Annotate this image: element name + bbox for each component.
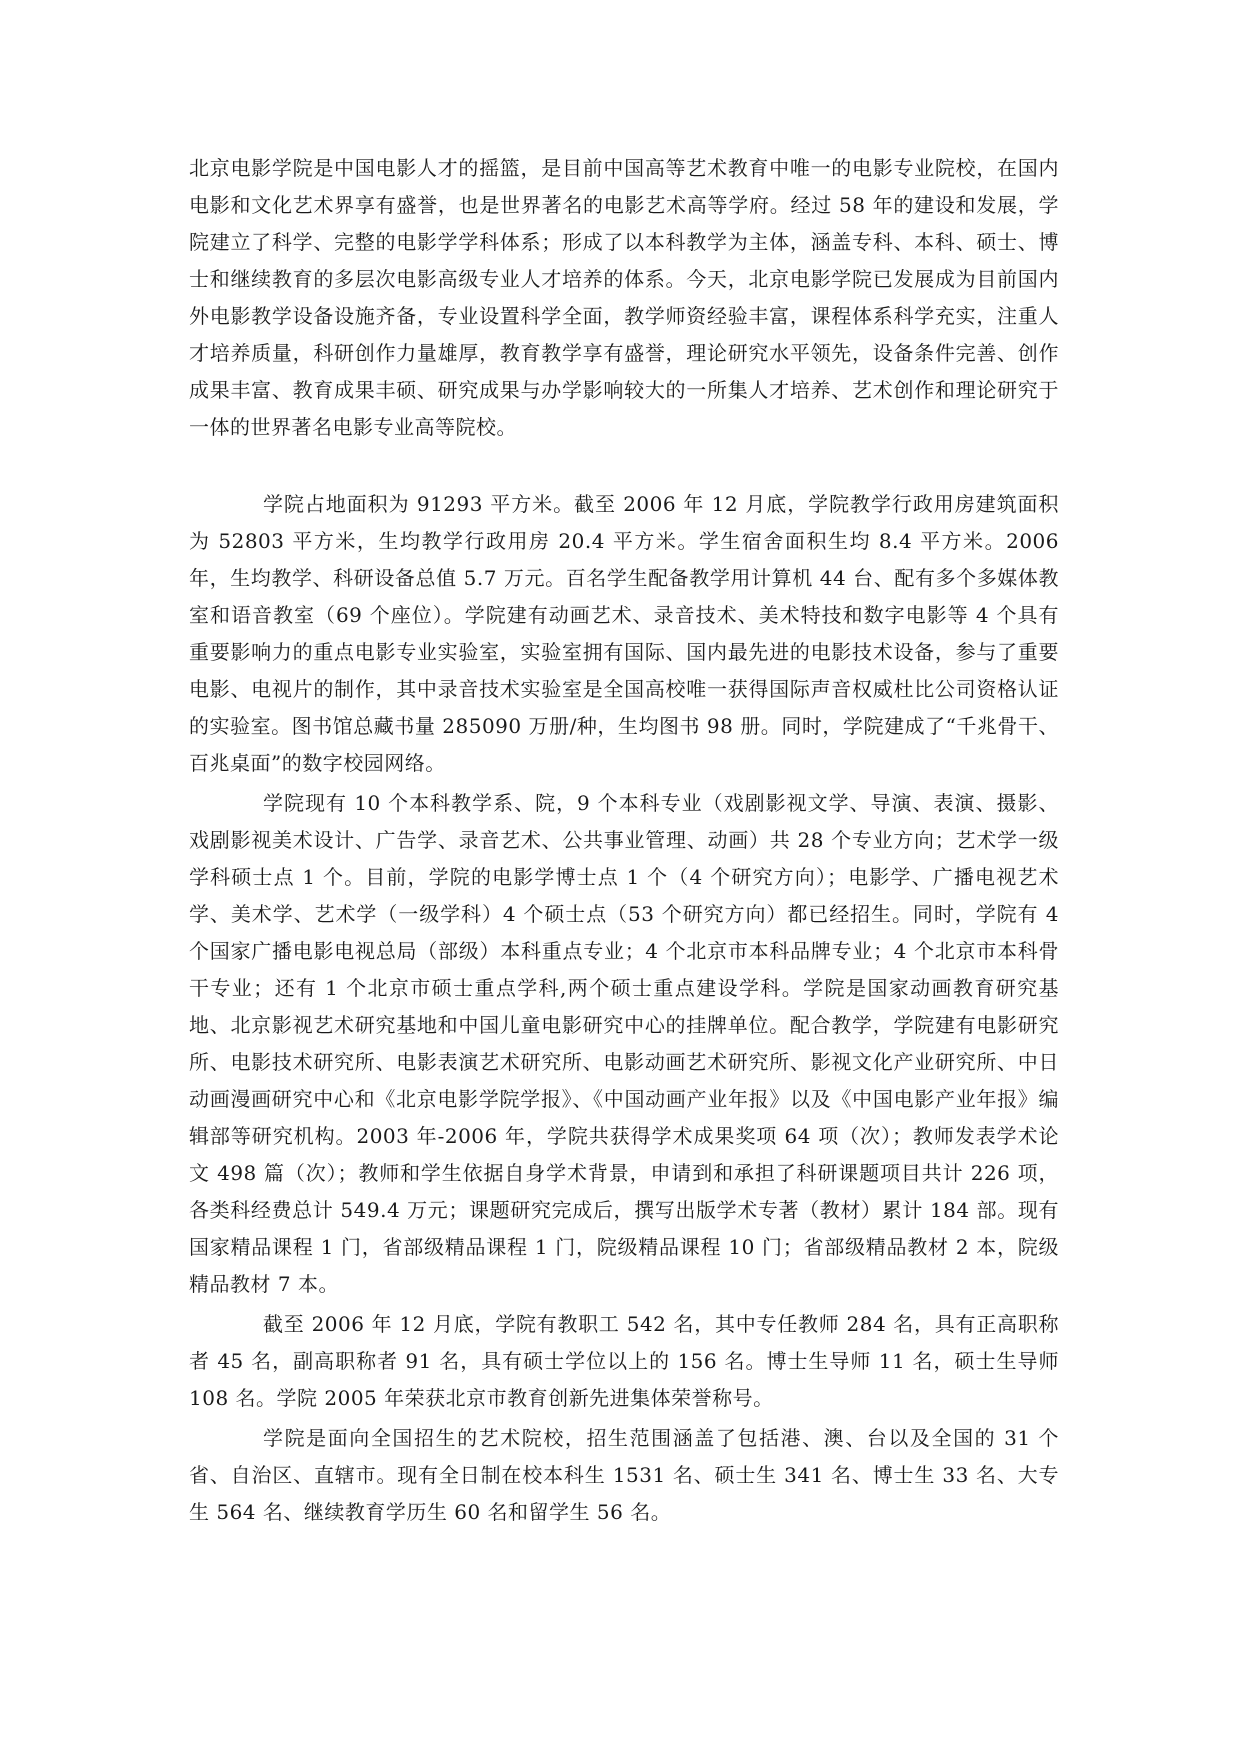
paragraph-enrollment: 学院是面向全国招生的艺术院校，招生范围涵盖了包括港、澳、台以及全国的 31 个省、自治区、直辖市。现有全日制在校本科生 1531 名、硕士生 341 名、博士生 33 名、大专生 564 名、继续教育学历生 60 名和留学生 56 名。 [189, 1426, 1059, 1524]
paragraph-gap [189, 446, 1059, 486]
paragraph-intro: 北京电影学院是中国电影人才的摇篮，是目前中国高等艺术教育中唯一的电影专业院校，在国内电影和文化艺术界享有盛誉，也是世界著名的电影艺术高等学府。经过 58 年的建设和发展，学院建立了科学、完整的电影学学科体系；形成了以本科教学为主体，涵盖专科、本科、硕士、博士和继续教育的多层次电影高级专业人才培养的体系。今天，北京电影学院已发展成为目前国内外电影教学设备设施齐备，专业设置科学全面，教学师资经验丰富，课程体系科学充实，注重人才培养质量，科研创作力量雄厚，教育教学享有盛誉，理论研究水平领先，设备条件完善、创作成果丰富、教育成果丰硕、研究成果与办学影响较大的一所集人才培养、艺术创作和理论研究于一体的世界著名电影专业高等院校。 [189, 156, 1059, 439]
paragraph-facilities: 学院占地面积为 91293 平方米。截至 2006 年 12 月底，学院教学行政用房建筑面积为 52803 平方米，生均教学行政用房 20.4 平方米。学生宿舍面积生均 8.4 平方米。2006 年，生均教学、科研设备总值 5.7 万元。百名学生配备教学用计算机 44 台、配有多个多媒体教室和语音教室（69 个座位）。学院建有动画艺术、录音技术、美术特技和数字电影等 4 个具有重要影响力的重点电影专业实验室，实验室拥有国际、国内最先进的电影技术设备，参与了重要电影、电视片的制作，其中录音技术实验室是全国高校唯一获得国际声音权威杜比公司资格认证的实验室。图书馆总藏书量 285090 万册/种，生均图书 98 册。同时，学院建成了“千兆骨干、百兆桌面”的数字校园网络。 [189, 492, 1059, 775]
paragraph-academics: 学院现有 10 个本科教学系、院，9 个本科专业（戏剧影视文学、导演、表演、摄影、戏剧影视美术设计、广告学、录音艺术、公共事业管理、动画）共 28 个专业方向；艺术学一级学科硕士点 1 个。目前，学院的电影学博士点 1 个（4 个研究方向）；电影学、广播电视艺术学、美术学、艺术学（一级学科）4 个硕士点（53 个研究方向）都已经招生。同时，学院有 4 个国家广播电影电视总局（部级）本科重点专业；4 个北京市本科品牌专业；4 个北京市本科骨干专业；还有 1 个北京市硕士重点学科,两个硕士重点建设学科。学院是国家动画教育研究基地、北京影视艺术研究基地和中国儿童电影研究中心的挂牌单位。配合教学，学院建有电影研究所、电影技术研究所、电影表演艺术研究所、电影动画艺术研究所、影视文化产业研究所、中日动画漫画研究中心和《北京电影学院学报》、《中国动画产业年报》以及《中国电影产业年报》编辑部等研究机构。2003 年-2006 年，学院共获得学术成果奖项 64 项（次）；教师发表学术论文 498 篇（次）；教师和学生依据自身学术背景，申请到和承担了科研课题项目共计 226 项，各类科经费总计 549.4 万元；课题研究完成后，撰写出版学术专著（教材）累计 184 部。现有国家精品课程 1 门，省部级精品课程 1 门，院级精品课程 10 门；省部级精品教材 2 本，院级精品教材 7 本。 [189, 791, 1059, 1296]
document-page [189, 150, 1059, 1531]
paragraph-faculty: 截至 2006 年 12 月底，学院有教职工 542 名，其中专任教师 284 名，具有正高职称者 45 名，副高职称者 91 名，具有硕士学位以上的 156 名。博士生导师 11 名，硕士生导师 108 名。学院 2005 年荣获北京市教育创新先进集体荣誉称号。 [189, 1312, 1059, 1410]
